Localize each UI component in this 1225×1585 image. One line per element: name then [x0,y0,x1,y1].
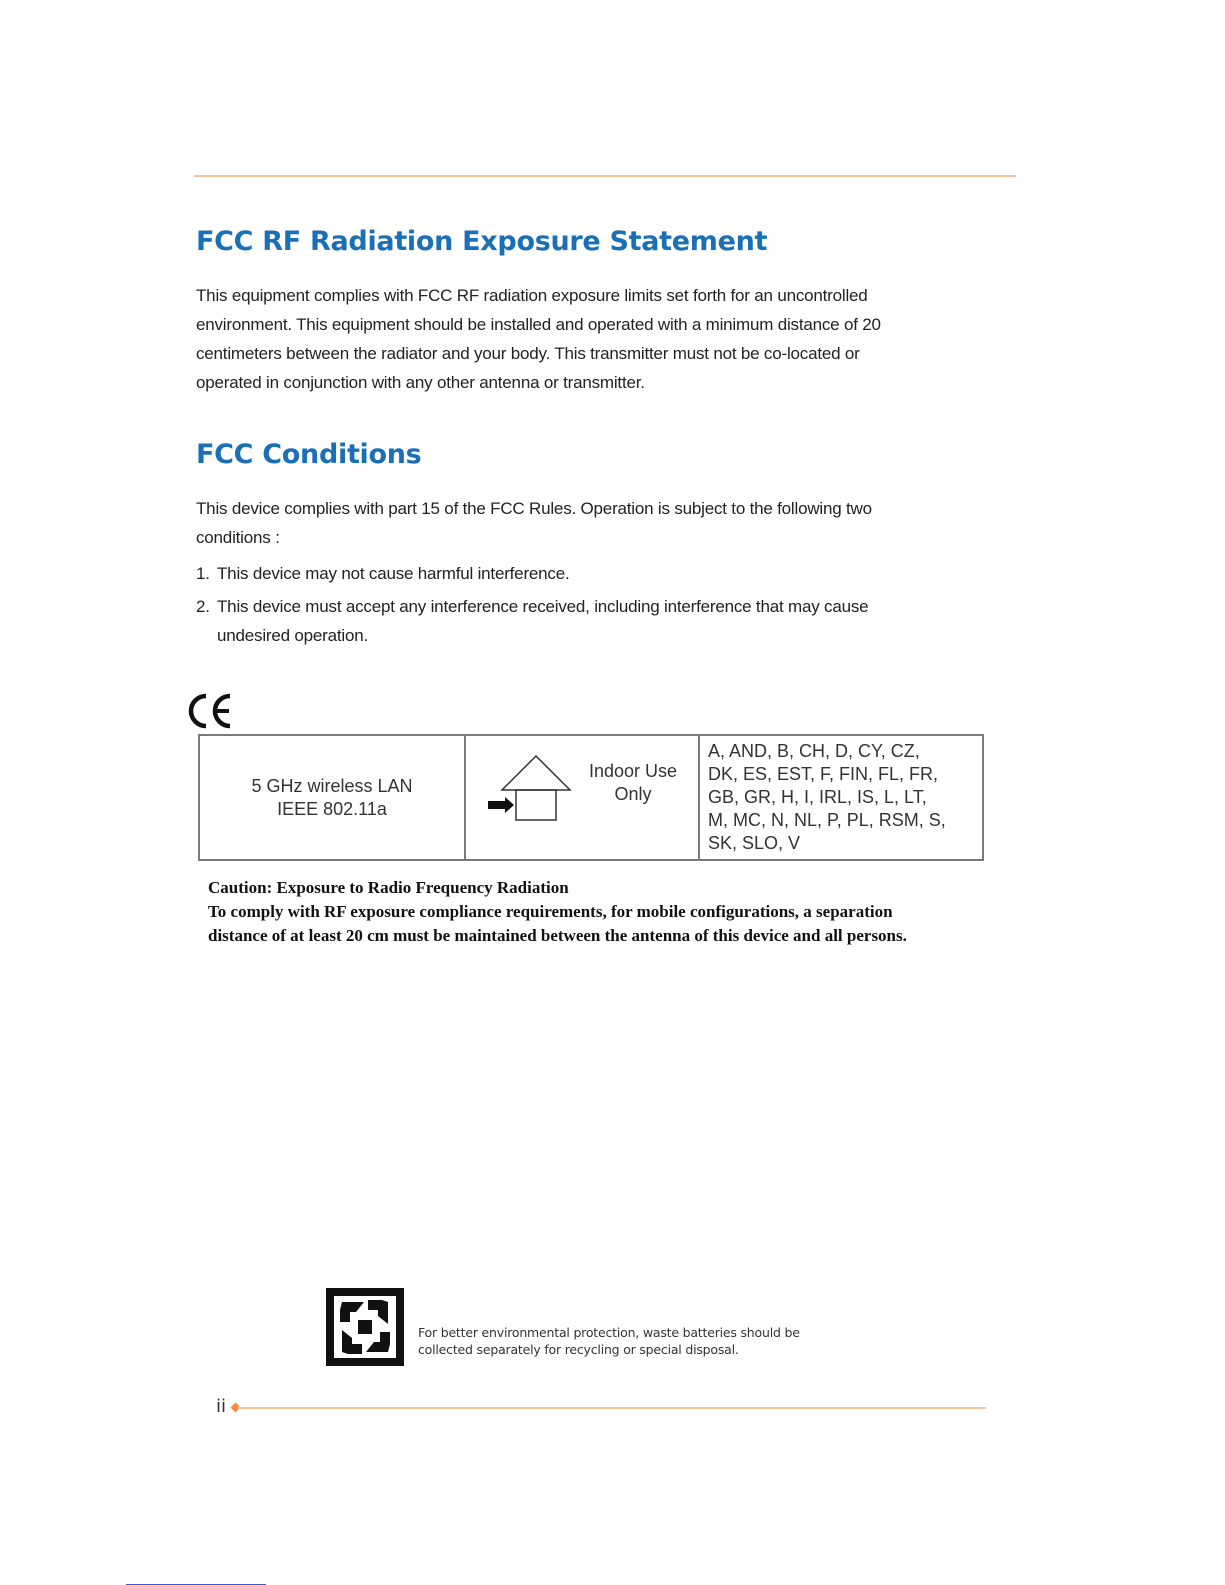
text-line: DK, ES, EST, F, FIN, FL, FR, [708,764,939,784]
text-line: 5 GHz wireless LAN [251,775,413,796]
ce-restrictions-table [198,734,984,861]
countries-cell [699,735,983,860]
table-row [199,735,983,860]
battery-disposal-note [418,1324,800,1358]
text-line: IEEE 802.11a [277,798,387,819]
page-number: ii [216,1396,227,1417]
list-number: 2. [196,597,210,616]
text-line: centimeters between the radiator and your body. This transmitter must not be co-located or [196,344,860,363]
fcc-conditions-heading: FCC Conditions [196,439,422,470]
condition-item-1 [196,559,570,588]
text-line: To comply with RF exposure compliance requirements, for mobile configurations, a separation [208,902,893,921]
fcc-conditions-intro [196,494,872,552]
text-line: GB, GR, H, I, IRL, IS, L, LT, [708,787,927,807]
battery-recycle-icon [326,1288,404,1366]
list-number: 1. [196,564,210,583]
text-line: collected separately for recycling or special disposal. [418,1342,739,1357]
wireless-lan-cell [199,735,465,860]
indoor-use-cell [465,735,699,860]
header-rule [194,175,1016,177]
text-line: Only [614,784,652,804]
text-line: A, AND, B, CH, D, CY, CZ, [708,741,920,761]
text-line: This equipment complies with FCC RF radiation exposure limits set forth for an uncontrolled [196,286,868,305]
text-line: undesired operation. [217,626,369,645]
condition-item-2 [196,592,868,650]
text-line: environment. This equipment should be installed and operated with a minimum distance of 20 [196,315,881,334]
text-line: This device may not cause harmful interference. [217,564,570,583]
indoor-use-label [578,760,688,806]
text-line: This device must accept any interference received, including interference that may cause [217,597,869,616]
rf-exposure-paragraph [196,281,881,397]
ce-mark-icon [186,691,236,731]
footer-rule [238,1407,986,1409]
text-line: operated in conjunction with any other antenna or transmitter. [196,373,645,392]
rf-caution-note [208,876,907,948]
caution-title: Caution: Exposure to Radio Frequency Radiation [208,878,569,897]
arrow-right-icon [488,797,514,813]
text-line: SK, SLO, V [708,833,801,853]
text-line: distance of at least 20 cm must be maintained between the antenna of this device and all persons. [208,926,907,945]
text-line: Indoor Use [588,761,678,781]
rf-exposure-heading: FCC RF Radiation Exposure Statement [196,226,768,257]
text-line: M, MC, N, NL, P, PL, RSM, S, [708,810,946,830]
text-line: conditions : [196,528,280,547]
house-icon [486,752,586,824]
text-line: For better environmental protection, waste batteries should be [418,1325,800,1340]
text-line: This device complies with part 15 of the FCC Rules. Operation is subject to the following two [196,499,872,518]
